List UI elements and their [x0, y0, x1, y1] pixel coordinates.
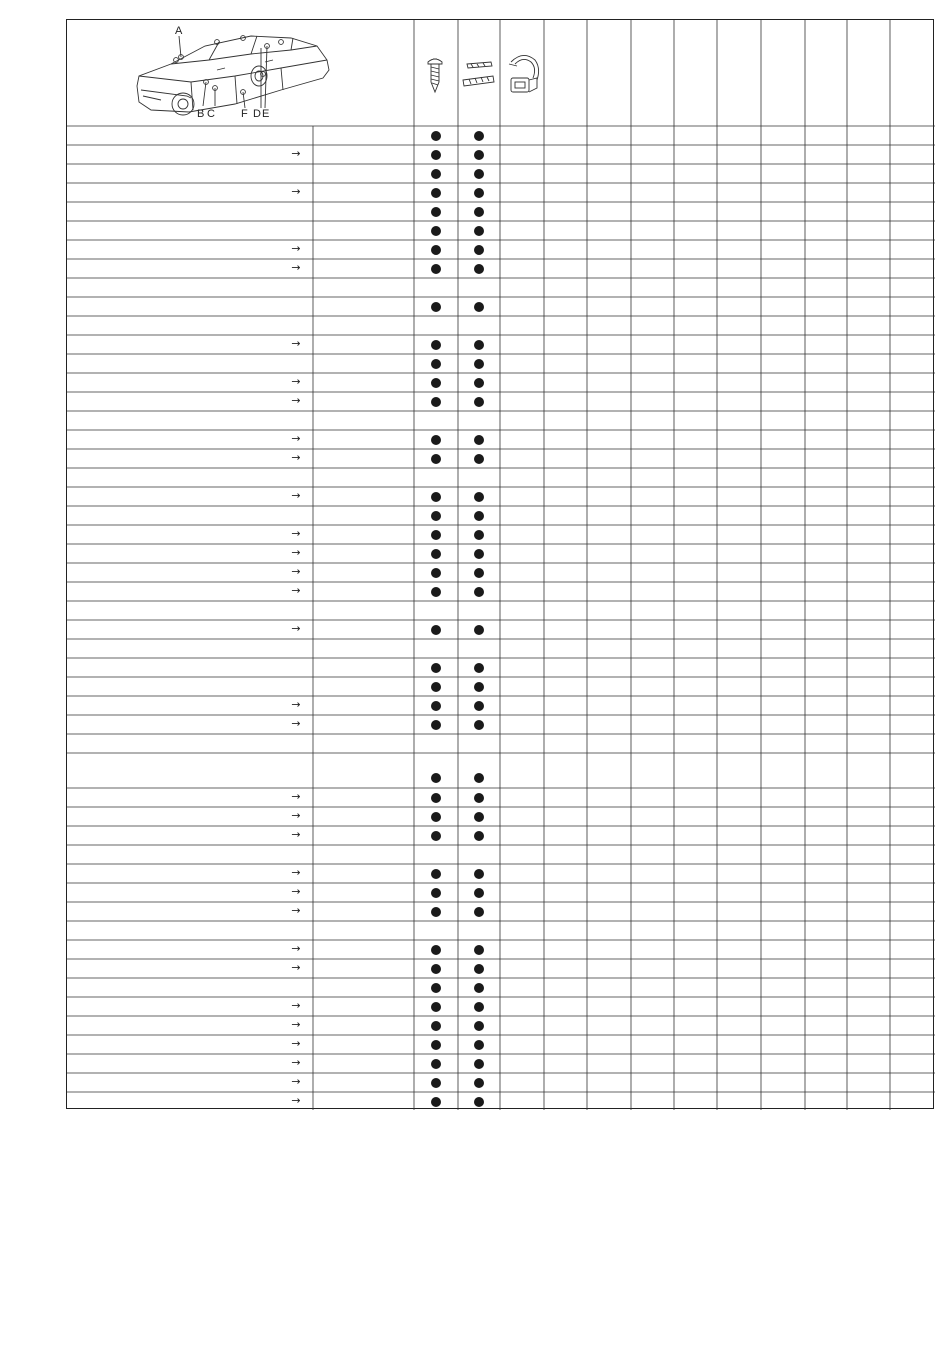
arrow-indicator: →	[291, 884, 301, 898]
rivet-applicable-dot	[474, 188, 484, 198]
screw-applicable-dot	[431, 869, 441, 879]
rivet-applicable-dot	[474, 1059, 484, 1069]
location-label-a: A	[175, 25, 183, 37]
screw-applicable-dot	[431, 945, 441, 955]
screw-applicable-dot	[431, 1078, 441, 1088]
screw-applicable-dot	[431, 1040, 441, 1050]
screw-applicable-dot	[431, 188, 441, 198]
rivet-applicable-dot	[474, 964, 484, 974]
location-label-e: E	[262, 108, 270, 120]
screw-applicable-dot	[431, 907, 441, 917]
arrow-indicator: →	[291, 865, 301, 879]
arrow-indicator: →	[291, 260, 301, 274]
rivet-applicable-dot	[474, 812, 484, 822]
arrow-indicator: →	[291, 1074, 301, 1088]
rivet-applicable-dot	[474, 831, 484, 841]
rivet-applicable-dot	[474, 302, 484, 312]
screw-applicable-dot	[431, 983, 441, 993]
screw-applicable-dot	[431, 492, 441, 502]
arrow-indicator: →	[291, 146, 301, 160]
arrow-indicator: →	[291, 336, 301, 350]
electrical-connector-icon	[505, 52, 545, 100]
rivet-applicable-dot	[474, 511, 484, 521]
rivet-applicable-dot	[474, 340, 484, 350]
arrow-indicator: →	[291, 545, 301, 559]
rivet-applicable-dot	[474, 701, 484, 711]
screw-applicable-dot	[431, 226, 441, 236]
arrow-indicator: →	[291, 488, 301, 502]
rivet-applicable-dot	[474, 1002, 484, 1012]
rivet-applicable-dot	[474, 397, 484, 407]
rivet-applicable-dot	[474, 226, 484, 236]
screw-applicable-dot	[431, 378, 441, 388]
arrow-indicator: →	[291, 697, 301, 711]
screw-applicable-dot	[431, 587, 441, 597]
arrow-indicator: →	[291, 998, 301, 1012]
screw-applicable-dot	[431, 793, 441, 803]
screw-applicable-dot	[431, 773, 441, 783]
table-grid-lines	[67, 20, 935, 1110]
arrow-indicator: →	[291, 564, 301, 578]
screw-applicable-dot	[431, 454, 441, 464]
screw-applicable-dot	[431, 264, 441, 274]
rivet-applicable-dot	[474, 869, 484, 879]
self-tapping-screw-icon	[425, 56, 445, 96]
screw-applicable-dot	[431, 1002, 441, 1012]
screw-applicable-dot	[431, 207, 441, 217]
rivet-applicable-dot	[474, 245, 484, 255]
rivet-applicable-dot	[474, 945, 484, 955]
rivet-applicable-dot	[474, 568, 484, 578]
screw-applicable-dot	[431, 435, 441, 445]
arrow-indicator: →	[291, 1036, 301, 1050]
screw-applicable-dot	[431, 964, 441, 974]
rivet-applicable-dot	[474, 625, 484, 635]
rivet-applicable-dot	[474, 435, 484, 445]
rivet-applicable-dot	[474, 773, 484, 783]
screw-applicable-dot	[431, 245, 441, 255]
rivet-applicable-dot	[474, 150, 484, 160]
screw-applicable-dot	[431, 397, 441, 407]
rivet-applicable-dot	[474, 359, 484, 369]
rivet-applicable-dot	[474, 378, 484, 388]
arrow-indicator: →	[291, 184, 301, 198]
location-label-f: F	[241, 108, 249, 120]
screw-applicable-dot	[431, 530, 441, 540]
arrow-indicator: →	[291, 583, 301, 597]
screw-applicable-dot	[431, 831, 441, 841]
screw-applicable-dot	[431, 511, 441, 521]
screw-applicable-dot	[431, 340, 441, 350]
rivet-applicable-dot	[474, 663, 484, 673]
screw-applicable-dot	[431, 359, 441, 369]
arrow-indicator: →	[291, 903, 301, 917]
rivet-applicable-dot	[474, 1021, 484, 1031]
screw-applicable-dot	[431, 625, 441, 635]
arrow-indicator: →	[291, 716, 301, 730]
screw-applicable-dot	[431, 663, 441, 673]
location-label-c: C	[207, 108, 216, 120]
pop-rivet-pair-icon	[461, 60, 497, 92]
screw-applicable-dot	[431, 302, 441, 312]
screw-applicable-dot	[431, 812, 441, 822]
arrow-indicator: →	[291, 526, 301, 540]
screw-applicable-dot	[431, 131, 441, 141]
arrow-indicator: →	[291, 960, 301, 974]
arrow-indicator: →	[291, 374, 301, 388]
arrow-indicator: →	[291, 808, 301, 822]
arrow-indicator: →	[291, 941, 301, 955]
location-label-d: D	[253, 108, 262, 120]
rivet-applicable-dot	[474, 983, 484, 993]
arrow-indicator: →	[291, 393, 301, 407]
screw-applicable-dot	[431, 1097, 441, 1107]
arrow-indicator: →	[291, 789, 301, 803]
rivet-applicable-dot	[474, 169, 484, 179]
rivet-applicable-dot	[474, 1040, 484, 1050]
arrow-indicator: →	[291, 1093, 301, 1107]
screw-applicable-dot	[431, 682, 441, 692]
rivet-applicable-dot	[474, 793, 484, 803]
screw-applicable-dot	[431, 549, 441, 559]
arrow-indicator: →	[291, 1017, 301, 1031]
screw-applicable-dot	[431, 169, 441, 179]
screw-applicable-dot	[431, 568, 441, 578]
rivet-applicable-dot	[474, 454, 484, 464]
screw-applicable-dot	[431, 150, 441, 160]
rivet-applicable-dot	[474, 1097, 484, 1107]
rivet-applicable-dot	[474, 1078, 484, 1088]
rivet-applicable-dot	[474, 549, 484, 559]
screw-applicable-dot	[431, 720, 441, 730]
arrow-indicator: →	[291, 241, 301, 255]
rivet-applicable-dot	[474, 264, 484, 274]
rivet-applicable-dot	[474, 492, 484, 502]
arrow-indicator: →	[291, 621, 301, 635]
location-label-b: B	[197, 108, 205, 120]
rivet-applicable-dot	[474, 682, 484, 692]
rivet-applicable-dot	[474, 720, 484, 730]
arrow-indicator: →	[291, 431, 301, 445]
rivet-applicable-dot	[474, 131, 484, 141]
screw-applicable-dot	[431, 1059, 441, 1069]
rivet-applicable-dot	[474, 530, 484, 540]
arrow-indicator: →	[291, 450, 301, 464]
fastener-table	[66, 19, 934, 1109]
arrow-indicator: →	[291, 827, 301, 841]
rivet-applicable-dot	[474, 907, 484, 917]
screw-applicable-dot	[431, 701, 441, 711]
rivet-applicable-dot	[474, 207, 484, 217]
screw-applicable-dot	[431, 888, 441, 898]
screw-applicable-dot	[431, 1021, 441, 1031]
rivet-applicable-dot	[474, 888, 484, 898]
rivet-applicable-dot	[474, 587, 484, 597]
arrow-indicator: →	[291, 1055, 301, 1069]
